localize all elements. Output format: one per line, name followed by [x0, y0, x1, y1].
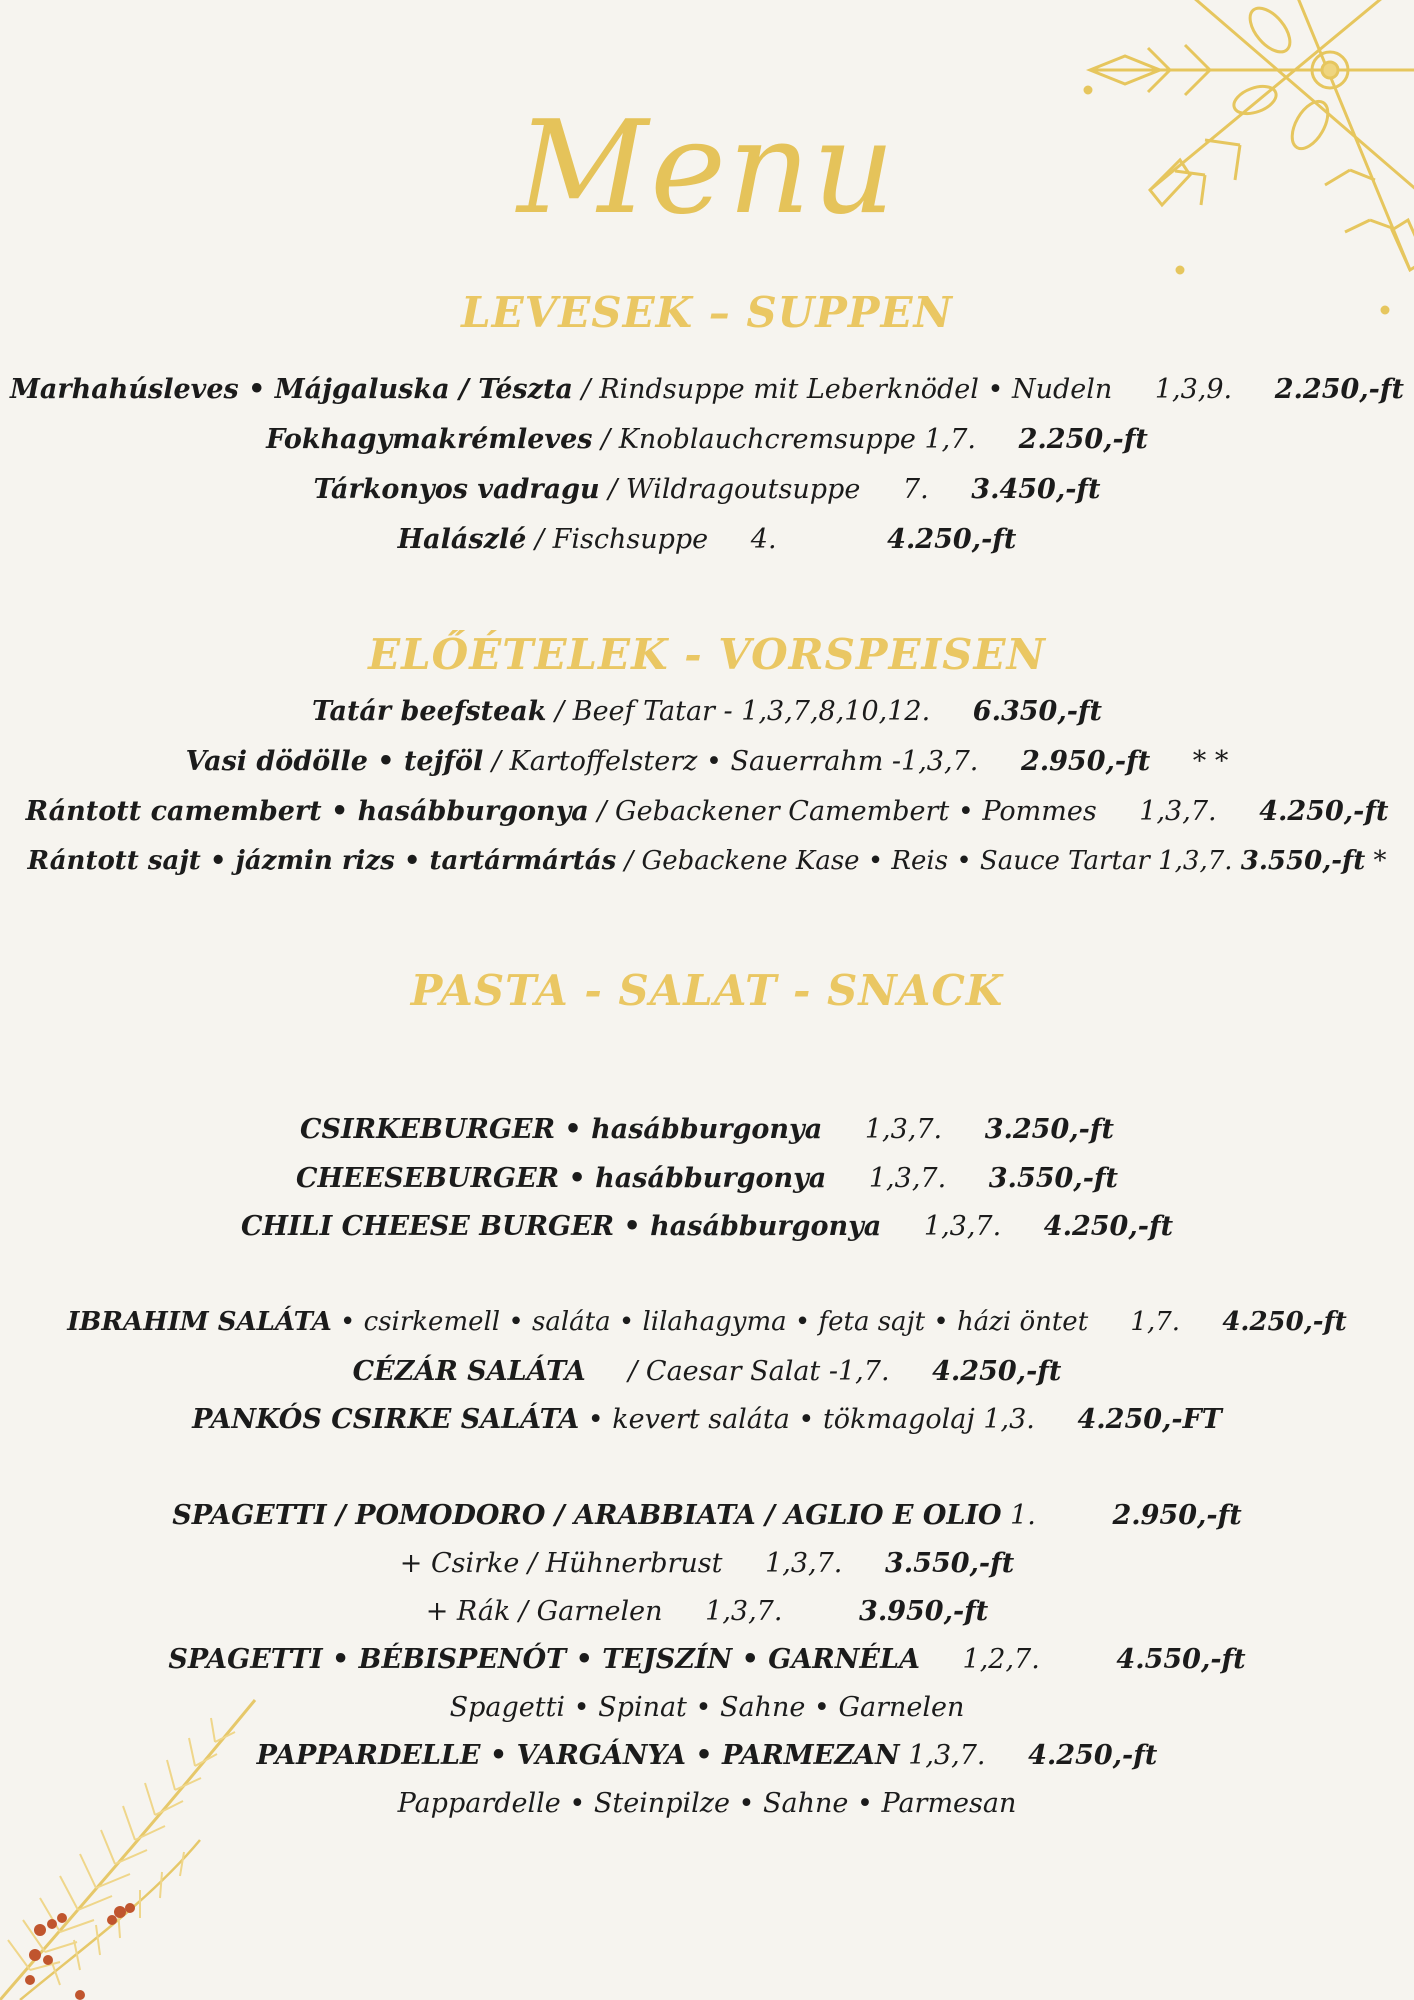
item-translation: / Beef Tatar -	[555, 696, 733, 727]
item-name: CÉZÁR SALÁTA	[352, 1356, 586, 1387]
item-price: 3.250,-ft	[984, 1114, 1114, 1145]
item-translation: / Kartoffelsterz • Sauerrahm -	[491, 746, 902, 777]
item-price: 2.250,-ft	[1274, 374, 1404, 405]
item-price: 4.250,-ft	[932, 1356, 1062, 1387]
menu-item-line	[0, 426, 1414, 453]
menu-item-line	[0, 1116, 1414, 1143]
menu-item-line	[0, 1790, 1414, 1817]
menu-item-line	[0, 698, 1414, 725]
menu-item-line	[0, 1213, 1414, 1240]
item-name: Tárkonyos vadragu	[313, 474, 600, 505]
item-name: Fokhagymakrémleves	[266, 424, 593, 455]
item-price: 4.550,-ft	[1116, 1644, 1246, 1675]
menu-item-line	[0, 748, 1414, 775]
item-name: IBRAHIM SALÁTA	[67, 1307, 332, 1337]
item-price: 3.550,-ft	[988, 1163, 1119, 1194]
item-translation: / Gebackener Camembert • Pommes	[597, 796, 1097, 827]
item-allergens: 1,3,7.	[868, 1163, 947, 1194]
item-translation: + Csirke / Hühnerbrust	[399, 1548, 723, 1579]
item-allergens: 1,3,7.	[1158, 846, 1233, 876]
item-price: 4.250,-ft	[1028, 1740, 1158, 1771]
item-allergens: 1,3,7.	[901, 746, 979, 777]
item-price: 6.350,-ft	[972, 696, 1103, 727]
item-allergens: 1,7.	[1130, 1307, 1181, 1337]
item-name: CHEESEBURGER • hasábburgonya	[295, 1163, 827, 1194]
item-price: 4.250,-ft	[1259, 796, 1389, 827]
menu-item-line	[0, 476, 1414, 503]
item-translation: • kevert saláta • tökmagolaj	[587, 1404, 975, 1435]
item-name: Tatár beefsteak	[311, 696, 547, 727]
item-name: CHILI CHEESE BURGER • hasábburgonya	[240, 1211, 882, 1242]
item-allergens: 1,3,7.	[1139, 796, 1217, 827]
section-heading-starters: ELŐÉTELEK - VORSPEISEN	[368, 630, 1046, 679]
section-heading-pasta: PASTA - SALAT - SNACK	[410, 966, 1004, 1015]
menu-item-line	[0, 1309, 1414, 1335]
item-allergens: 1,2,7.	[962, 1644, 1040, 1675]
item-translation: / Caesar Salat -	[628, 1356, 838, 1387]
item-allergens: 1,3,7.	[864, 1114, 943, 1145]
item-name: CSIRKEBURGER • hasábburgonya	[300, 1114, 823, 1145]
item-translation: Pappardelle • Steinpilze • Sahne • Parmesan	[397, 1788, 1017, 1819]
section-heading-soups: LEVESEK – SUPPEN	[461, 288, 953, 337]
item-price: 3.950,-ft	[859, 1596, 989, 1627]
menu-item-line	[0, 1406, 1414, 1433]
item-price: 3.550,-ft	[1240, 846, 1366, 876]
item-allergens: 1,3,7.	[908, 1740, 986, 1771]
menu-item-line	[0, 1502, 1414, 1529]
item-allergens: 1,3,7,8,10,12.	[741, 696, 931, 727]
item-allergens: 1.	[1010, 1500, 1036, 1531]
item-allergens: 1,7.	[924, 424, 977, 455]
pine-branch-icon	[0, 1680, 270, 2000]
item-name: SPAGETTI • BÉBISPENÓT • TEJSZÍN • GARNÉLA	[168, 1644, 920, 1675]
item-price: 2.250,-ft	[1018, 424, 1148, 455]
menu-item-line	[0, 1358, 1414, 1385]
item-price: 4.250,-ft	[1222, 1307, 1347, 1337]
item-translation: / Gebackene Kase • Reis • Sauce Tartar	[624, 846, 1150, 876]
item-price: 4.250,-ft	[887, 524, 1017, 555]
item-name: Halászlé	[397, 524, 527, 555]
menu-item-line	[0, 526, 1414, 553]
item-mark: *	[1373, 846, 1387, 876]
item-translation: / Wildragoutsuppe	[608, 474, 861, 505]
menu-item-line	[0, 1550, 1414, 1577]
item-translation: Spagetti • Spinat • Sahne • Garnelen	[449, 1692, 965, 1723]
menu-item-line	[0, 1598, 1414, 1625]
menu-item-line	[0, 798, 1414, 825]
item-translation: / Knoblauchcremsuppe	[601, 424, 916, 455]
item-translation: / Rindsuppe mit Leberknödel • Nudeln	[581, 374, 1113, 405]
item-mark: * *	[1192, 746, 1229, 777]
menu-item-line	[0, 1165, 1414, 1192]
item-allergens: 7.	[902, 474, 929, 505]
item-allergens: 1,3,9.	[1154, 374, 1233, 405]
item-name: SPAGETTI / POMODORO / ARABBIATA / AGLIO E OLIO	[172, 1500, 1002, 1531]
item-allergens: 1,3.	[983, 1404, 1035, 1435]
item-name: Marhahúsleves • Májgaluska / Tészta	[10, 374, 573, 405]
item-translation: • csirkemell • saláta • lilahagyma • feta sajt • házi öntet	[340, 1307, 1089, 1337]
item-allergens: 1,7.	[838, 1356, 890, 1387]
item-price: 3.550,-ft	[884, 1548, 1015, 1579]
item-name: Vasi dödölle • tejföl	[185, 746, 484, 777]
item-translation: + Rák / Garnelen	[425, 1596, 663, 1627]
item-name: PANKÓS CSIRKE SALÁTA	[192, 1404, 580, 1435]
item-price: 2.950,-ft	[1020, 746, 1151, 777]
menu-item-line	[0, 376, 1414, 403]
item-name: PAPPARDELLE • VARGÁNYA • PARMEZAN	[256, 1740, 900, 1771]
item-allergens: 1,3,7.	[705, 1596, 783, 1627]
menu-item-line	[0, 1694, 1414, 1721]
item-allergens: 4.	[750, 524, 777, 555]
item-price: 4.250,-FT	[1077, 1404, 1222, 1435]
menu-item-line	[0, 848, 1414, 874]
item-price: 2.950,-ft	[1112, 1500, 1242, 1531]
menu-item-line	[0, 1646, 1414, 1673]
menu-title: Menu	[517, 94, 897, 243]
item-price: 4.250,-ft	[1043, 1211, 1174, 1242]
item-name: Rántott sajt • jázmin rizs • tartármártás	[27, 846, 617, 876]
item-name: Rántott camembert • hasábburgonya	[25, 796, 589, 827]
item-price: 3.450,-ft	[971, 474, 1101, 505]
menu-item-line	[0, 1742, 1414, 1769]
item-translation: / Fischsuppe	[534, 524, 709, 555]
item-allergens: 1,3,7.	[923, 1211, 1002, 1242]
item-allergens: 1,3,7.	[765, 1548, 843, 1579]
